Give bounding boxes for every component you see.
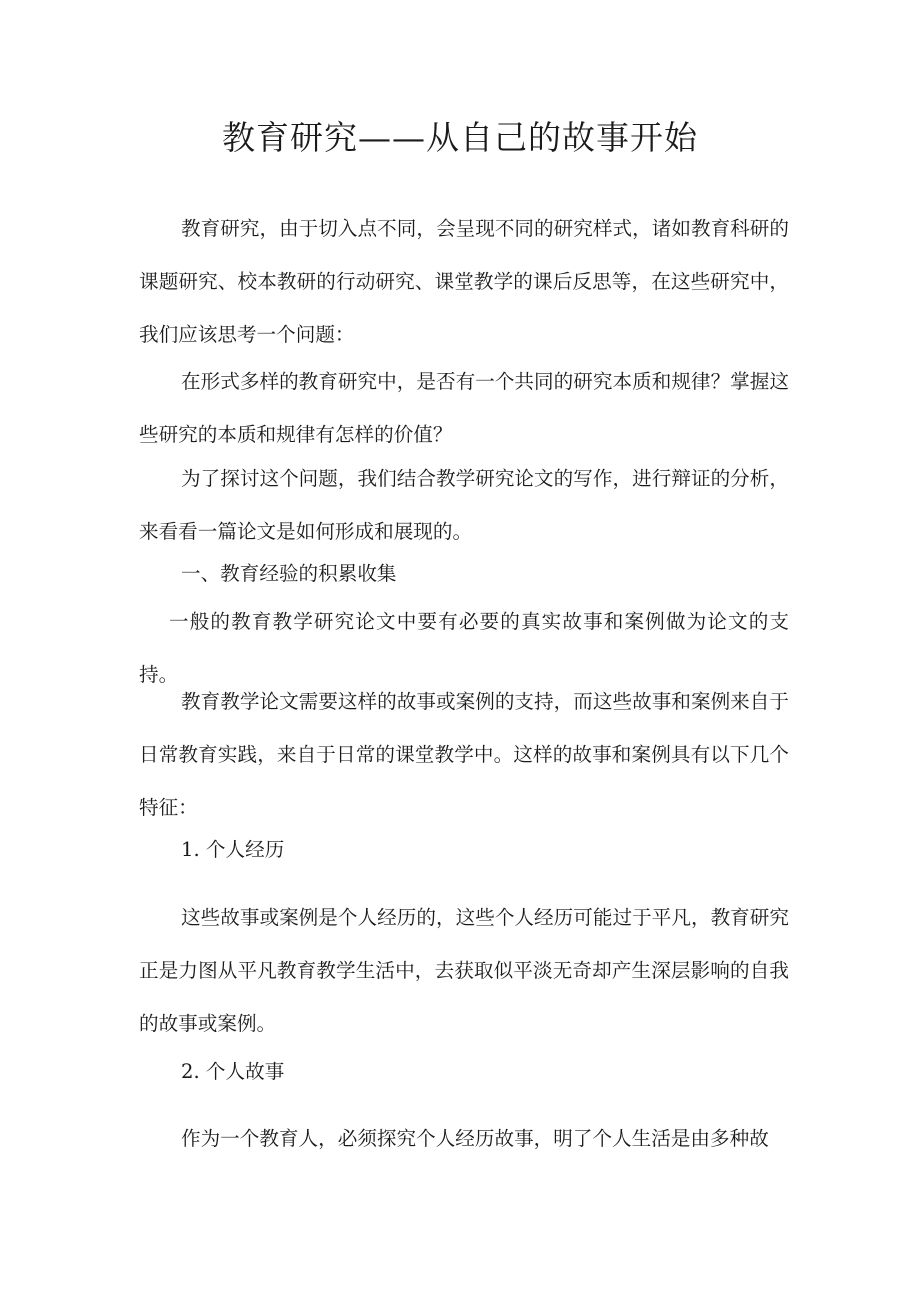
subheading-personal-experience: 1. 个人经历 [181,838,285,861]
paragraph-personal-story: 作为一个教育人，必须探究个人经历故事，明了个人生活是由多种故 [181,1127,769,1150]
document-title: 教育研究——从自己的故事开始 [222,118,698,157]
paragraph-personal-experience: 这些故事或案例是个人经历的，这些个人经历可能过于平凡，教育研究正是力图从平凡教育教学生活中，去获取似平淡无奇却产生深层影响的自我的故事或案例。 [139,906,789,1035]
paragraph-question: 在形式多样的教育研究中，是否有一个共同的研究本质和规律？掌握这些研究的本质和规律有怎样的价值？ [139,370,789,446]
paragraph-intro: 教育研究，由于切入点不同，会呈现不同的研究样式，诸如教育科研的课题研究、校本教研的行动研究、课堂教学的课后反思等，在这些研究中，我们应该思考一个问题： [139,217,789,346]
section-heading-1: 一、教育经验的积累收集 [181,562,397,585]
paragraph-support: 一般的教育教学研究论文中要有必要的真实故事和案例做为论文的支持。 [139,610,789,686]
paragraph-source: 教育教学论文需要这样的故事或案例的支持，而这些故事和案例来自于日常教育实践，来自于日常的课堂教学中。这样的故事和案例具有以下几个特征： [139,690,789,819]
paragraph-discussion: 为了探讨这个问题，我们结合教学研究论文的写作，进行辩证的分析，来看看一篇论文是如何形成和展现的。 [139,467,789,543]
subheading-personal-story: 2. 个人故事 [181,1060,285,1083]
